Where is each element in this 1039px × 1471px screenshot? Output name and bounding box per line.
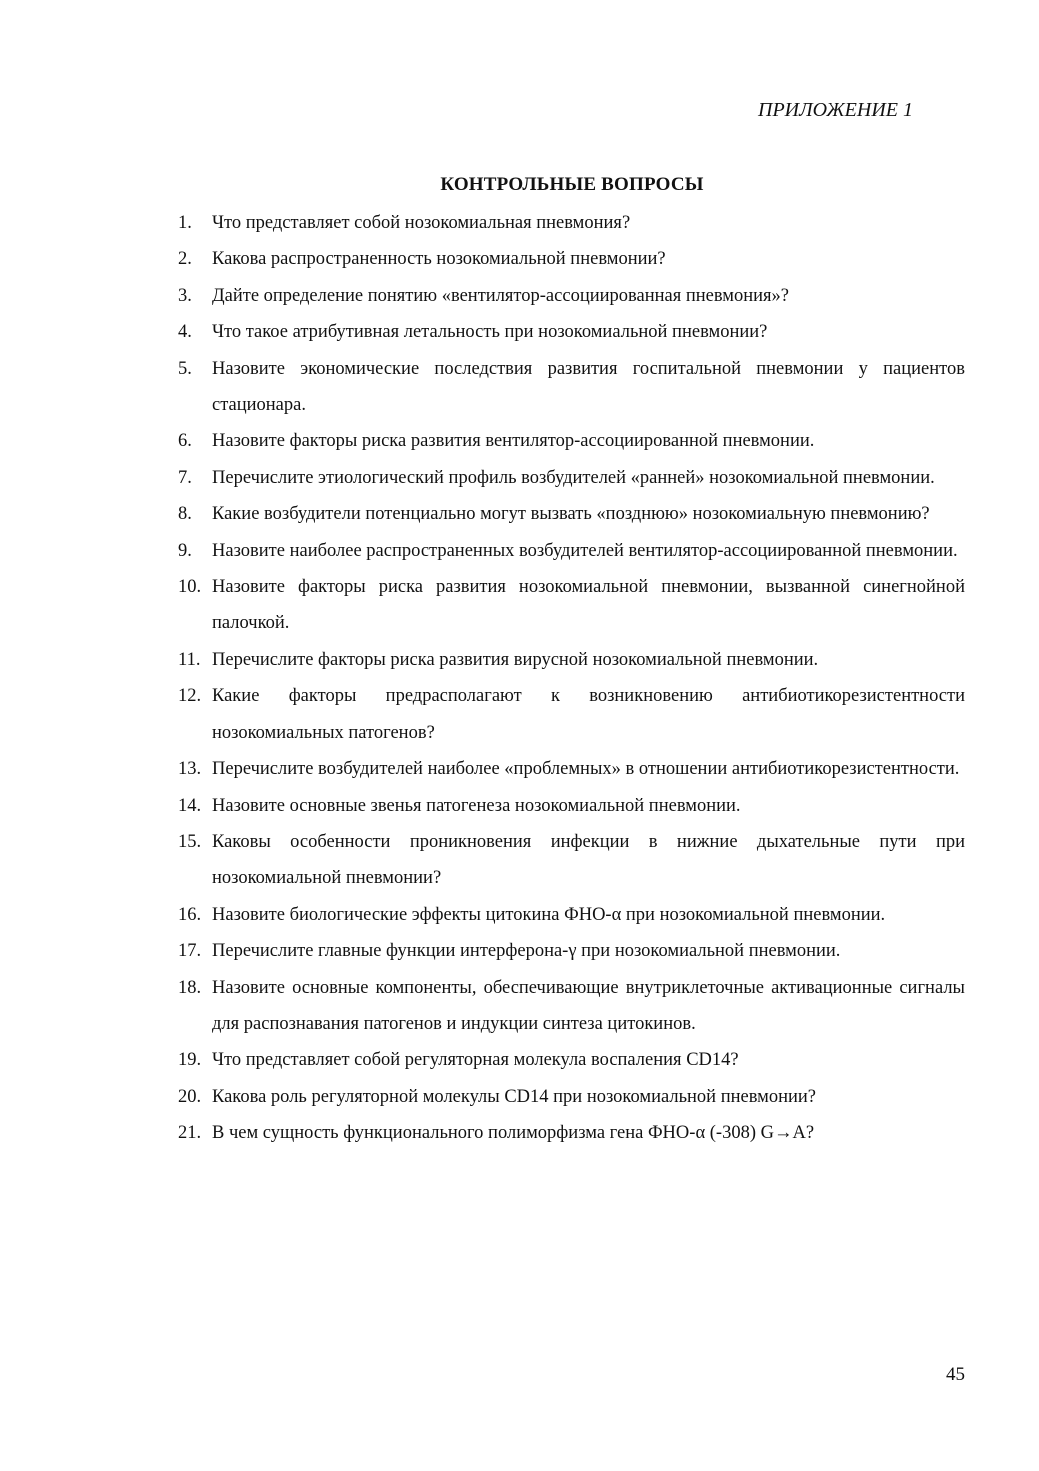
question-text: Перечислите возбудителей наиболее «проблемных» в отношении антибиотикорезистентности.: [212, 759, 960, 780]
question-text: Перечислите факторы риска развития вирусной нозокомиальной пневмонии.: [212, 649, 819, 670]
question-number: 1.: [178, 213, 192, 233]
question-number: 18.: [178, 977, 202, 998]
list-item: [178, 496, 965, 532]
question-number: 5.: [178, 358, 192, 379]
list-item: [178, 423, 965, 459]
list-item: [178, 751, 965, 787]
question-number: 13.: [178, 759, 202, 780]
list-item: [178, 824, 965, 897]
list-item: [178, 642, 965, 678]
question-text: Какие возбудители потенциально могут вызвать «позднюю» нозокомиальную пневмонию?: [212, 504, 930, 525]
question-number: 2.: [178, 249, 192, 270]
list-item: [178, 678, 965, 751]
question-text: Назовите основные компоненты, обеспечивающие внутриклеточные активационные сигналы для распознавания патогенов и индукции синтеза цитокинов.: [212, 977, 965, 1034]
question-text: Что такое атрибутивная летальность при нозокомиальной пневмонии?: [212, 322, 768, 343]
list-item: [178, 241, 965, 277]
list-item: [178, 897, 965, 933]
question-text: Назовите факторы риска развития вентилятор-ассоциированной пневмонии.: [212, 431, 815, 452]
question-text: Какие факторы предрасполагают к возникновению антибиотикорезистентности нозокомиальных патогенов?: [212, 686, 965, 743]
list-item: [178, 278, 965, 314]
appendix-label: ПРИЛОЖЕНИЕ 1: [758, 99, 913, 121]
question-text: Назовите экономические последствия развития госпитальной пневмонии у пациентов стационара.: [212, 358, 965, 416]
list-item: [178, 1079, 965, 1115]
list-item: [178, 1042, 965, 1078]
question-number: 3.: [178, 285, 192, 306]
list-item: [178, 933, 965, 969]
page-title: КОНТРОЛЬНЫЕ ВОПРОСЫ: [440, 174, 704, 195]
question-text: Какова роль регуляторной молекулы CD14 при нозокомиальной пневмонии?: [212, 1086, 817, 1107]
question-text: Назовите биологические эффекты цитокина ФНО-α при нозокомиальной пневмонии.: [212, 904, 886, 925]
question-number: 20.: [178, 1086, 202, 1107]
list-item: [178, 788, 965, 824]
question-number: 7.: [178, 467, 192, 488]
question-number: 12.: [178, 686, 202, 707]
question-number: 6.: [178, 431, 192, 452]
list-item: [178, 314, 965, 350]
question-number: 14.: [178, 795, 202, 816]
question-text: Назовите факторы риска развития нозокомиальной пневмонии, вызванной синегнойной палочкой.: [212, 577, 965, 634]
question-number: 15.: [178, 831, 202, 852]
question-number: 21.: [178, 1123, 202, 1144]
question-number: 9.: [178, 540, 192, 561]
page-number: 45: [946, 1364, 965, 1385]
list-item: [178, 1115, 965, 1151]
question-text: Что представляет собой нозокомиальная пневмония?: [212, 213, 631, 233]
question-number: 4.: [178, 322, 192, 343]
list-item: [178, 205, 965, 241]
question-number: 19.: [178, 1050, 202, 1071]
list-item: [178, 970, 965, 1043]
question-number: 11.: [178, 649, 201, 670]
question-text: Назовите основные звенья патогенеза нозокомиальной пневмонии.: [212, 795, 741, 816]
question-number: 17.: [178, 941, 202, 962]
questions-list: [178, 205, 965, 1152]
question-text: Что представляет собой регуляторная молекула воспаления CD14?: [212, 1050, 739, 1071]
list-item: [178, 460, 965, 496]
question-number: 8.: [178, 504, 192, 525]
question-text: Перечислите главные функции интерферона-γ при нозокомиальной пневмонии.: [212, 941, 841, 962]
question-text: Назовите наиболее распространенных возбудителей вентилятор-ассоциированной пневмонии.: [212, 540, 958, 561]
question-number: 10.: [178, 577, 202, 598]
question-text: Дайте определение понятию «вентилятор-ассоциированная пневмония»?: [212, 285, 790, 306]
question-text: Перечислите этиологический профиль возбудителей «ранней» нозокомиальной пневмонии.: [212, 467, 935, 488]
question-text: Какова распространенность нозокомиальной пневмонии?: [212, 249, 666, 270]
list-item: [178, 533, 965, 569]
question-text: Каковы особенности проникновения инфекции в нижние дыхательные пути при нозокомиальной пневмонии?: [212, 831, 965, 889]
question-number: 16.: [178, 904, 202, 925]
list-item: [178, 351, 965, 424]
question-text: В чем сущность функционального полиморфизма гена ФНО-α (-308) G→A?: [212, 1123, 815, 1144]
list-item: [178, 569, 965, 642]
